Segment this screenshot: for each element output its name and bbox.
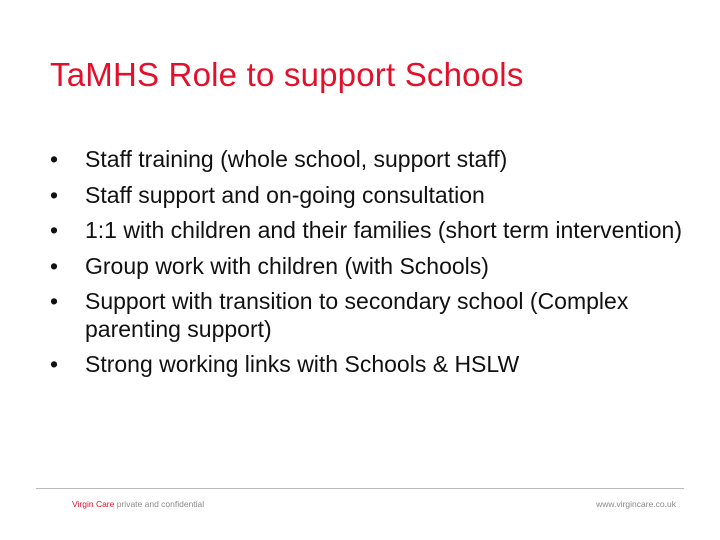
bullet-item — [48, 182, 688, 210]
bullet-text: Staff training (whole school, support staff) — [85, 146, 508, 172]
bullet-marker: • — [50, 351, 59, 377]
bullet-text: Support with transition to secondary school (Complex parenting support) — [85, 288, 629, 342]
bullet-text: Strong working links with Schools & HSLW — [85, 351, 520, 377]
footer-url: www.virgincare.co.uk — [596, 499, 676, 509]
bullet-list — [48, 146, 688, 387]
bullet-marker: • — [50, 181, 59, 208]
footer-divider — [36, 488, 684, 489]
bullet-item — [48, 351, 688, 379]
bullet-item — [48, 217, 688, 245]
bullet-marker: • — [50, 288, 59, 314]
bullet-marker: • — [50, 217, 59, 243]
bullet-marker: • — [50, 252, 59, 279]
slide-title: TaMHS Role to support Schools — [50, 56, 524, 93]
bullet-item — [48, 288, 688, 343]
bullet-item — [48, 253, 688, 281]
bullet-marker: • — [50, 146, 59, 172]
bullet-text: Group work with children (with Schools) — [85, 252, 489, 279]
bullet-text: Staff support and on-going consultation — [85, 181, 485, 208]
footer-left — [72, 499, 204, 509]
bullet-text: 1:1 with children and their families (short term intervention) — [85, 217, 682, 243]
footer-confidential: private and confidential — [116, 499, 205, 509]
bullet-item — [48, 146, 688, 174]
footer-brand: Virgin Care — [72, 499, 115, 509]
